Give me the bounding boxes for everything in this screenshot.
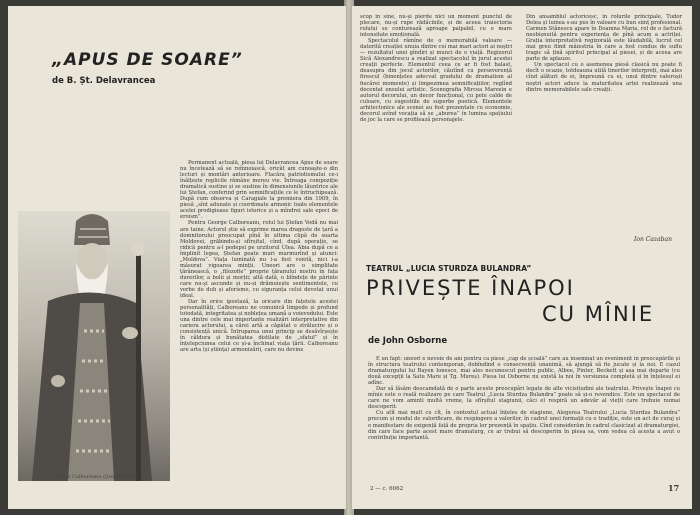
paragraph: Cu atît mai mult cu cît, în contextul actual înțeles de stagiune, Alegerea Teatrului „Lucia Sturdza Bulandra” precum și modul de valorificare, de respingere a valorilor, în cadrul unei formații cu o tradiție, este un act de curaj și o manifestare de exigență față de propria lor prezență în spațiu. Cînd considerăm în cadrul clasicizat al dramaturgiei, din care face parte acest mare dramaturg, ce ar trebui să descoperim în piesa sa, vom vedea că acesta a avut o contribuție importantă. [368,410,680,441]
paragraph: Pentru George Calboreanu, rolul lui Ștefan Vodă nu mai are taine. Actorul știe să exprime marea dragoste de țară a domnitorului preocupat pînă în ultima clipă de soarta Moldovei, grăbindu-și sfîrșitul, cînd, după operație, se ridică pentru a-l pedepsi pe urzitorul Ulea. Abia după ce a împlinit legea, Ștefan poate muri murmurînd și atunci: „Moldova”. Viața luminată nu i-a fost voiotă, nici i-a măsurat vigoarea minții. Uneori are o simplitate țărănească, o „filozofie” proprie țăranului nostru în fața durerilor, a bolii și morții; altă dată, o blîndețe de părinte care nu-și ascunde și nu-și drămuiește sentimentele, cu vorbe de duh și aforisme, cu siguranța celui devotat unui ideal. [180,220,338,300]
paragraph: Din ansamblul actoricesc, în rolurile principale, Tudor Delea și lumea s-au pus în valoare cu bun simț profesional. Carmen Stănescu apare în Doamna Maria, rol de o factură neobișnuită pentru experiența de pînă acum a actriței. Grația interpretativă regizorală este lăudabilă, lucrul cel mai greu fiind măiestria în care a fost condus de suflu tragic să țină spiritul principal al piesei, și de aceea are parte de aplauze. [526,14,682,63]
paragraph: Dar să lăsăm deocamdată de o parte aceste preocupări legate de alte vicisitudini ale teatrului. Privește înapoi cu mînie este o reală realizare pe care Teatrul „Lucia Sturdza Bulandra” poate să și-o revendice. Este un spectacol de care ne vom aminti multă vreme, la sfîrșitul stagiunii, căci el respiră un adevăr al vieții care trebuie numai descoperit. [368,386,680,411]
left-page [8,6,346,509]
paragraph: Un spectacol cu o asemenea piesă clasică nu poate fi decît o ocazie, totdeauna utilă tinerilor interpreți, mai ales cînd alături de ei, împreună cu ei, unul dintre valoroșii noștri actori aduce la maturitatea artei realizează una dintre memorabilele sale creații. [526,62,682,93]
right-column-1 [360,14,512,246]
review-signature: Ion Cazaban [634,236,672,243]
paragraph: Dar în orice ipostază, la oricare din fațetele acestei personalități, Calboreanu ne comunică limpede și profund totodată, integritatea și noblețea umană a voievodului. Este una dintre cele mai importante realizări interpretative din cariera actorului, a cărei artă a căpătat o strălucire și o consistență unică. Întruparea unui princip se desăvîrșește în căldura și bunătatea distilate de „sfatul” și în înțelepciunea celui ce și-a închinat viața țării. Calboreanu are arta (și știința) armonizării, care nu devine [180,299,338,354]
calboreanu-portrait-image [18,211,170,481]
paragraph: Permanent actuală, piesa lui Delavrancea Apus de soare nu încetează să se reînnoiască, oricât am cunoaște-o din lecturi și montări anterioare. Flacăra patriotismului ce-i înălțește replicile rămâne mereu vie. Întreaga compoziție dramatică sustine și se sustine în dimensiunile lăuntrice ale lui Ștefan, conferind prin semnificațiile ce le întruchipează. După cum observa și Caragiale la premiera din 1909, în piesă „sînt adunate și coordonate armonic toate elementele acelei prodigioase figuri istorice și a mîndrei sale epoci de eroism”. [180,160,338,221]
paragraph: scop în sine, nu-și pierde nici un moment punctul de plecare, nu-și rupe rădăcinile, și de aceea traiectoria rolului se conturează aproape palpabil, cu o mare intensitate emoțională. [360,14,512,39]
page-number: 17 [668,483,680,493]
article-title-apus-de-soare: „APUS DE SOARE” [52,50,243,70]
article-author-osborne: de John Osborne [368,336,448,346]
paragraph: E un fapt: uneori e nevoie de ani pentru ca piese „cap de școală” care au însemnat un eveniment în preocupările și în structura teatrului contemporan, dobîndind o consecvență unanimă, să ajungă să fie jucate și la noi. E cazul dramaturgului lui Bayen Ionesco, mai ales necunoscut pentru public, Albee, Pinter, Beckett și așa mai departe (cu două excepții la Satu Mare și Tg. Mureș). Piesa lui Osborne nu există la noi în versiunea completă și în înțelesul ei adînc. [368,356,680,387]
folio-mark: 2 — c. 6062 [370,486,404,492]
right-page [352,6,692,509]
article-author-delavrancea: de B. Șt. Delavrancea [52,76,156,86]
osborne-article-body [368,356,680,478]
right-column-2 [526,14,682,234]
article-title-line-1: PRIVEȘTE ÎNAPOI [366,276,575,300]
theatre-kicker: TEATRUL „LUCIA STURDZA BULANDRA” [366,264,532,273]
left-article-body [180,160,338,488]
article-title-line-2: CU MÎNIE [542,302,655,326]
paragraph: Spectacolul rămîne de o memorabilă valoare — datorită creației unuia dintre cei mai mari actori ai noștri — rezultatul unei gîndiri și munci de o viață. Regizorul Sică Alexandrescu a realizat spectacolul în jurul acestei creații perfecte. Elementul ceea ce ar fi fost balast, deasupra din jocul actorilor, căutînd cu perseverență firescul (binențeles adecvat gradului de dramatism al fiecărei momente) și limpezimea semnificațiilor, reglînd decentat ensului artistic. Scenografia Mircea Marosin e autorul decorului, un decor funcțional, cu pete calde de culoare, cu sugestiile de superbe poetică. Elementele arhitectonice ale scenei au fost prezentate cu economie, decorul avînd vocația să se „aburea” în lumina spațiului de joc la care se profilează personajele. [360,38,512,123]
actor-photo [18,211,170,481]
photo-caption: George Calboreanu (Ștefan Vodă) [52,474,138,480]
